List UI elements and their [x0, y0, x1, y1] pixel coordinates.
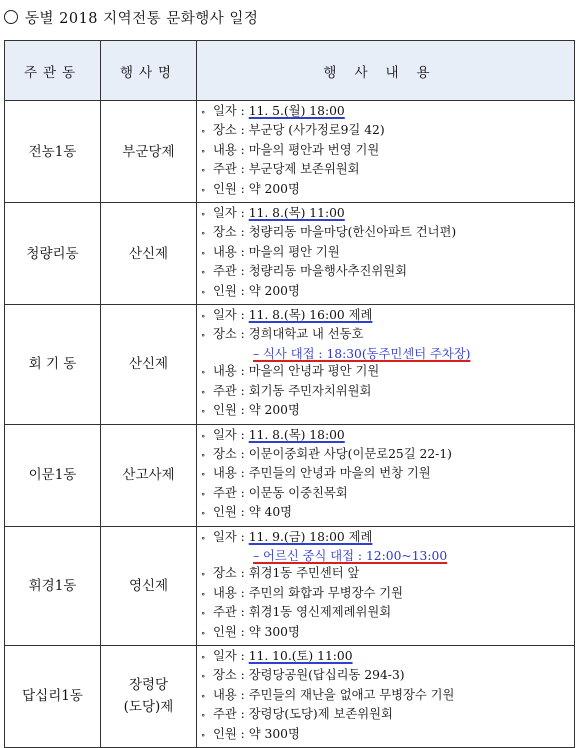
detail-text: 일자 : — [213, 427, 249, 442]
detail-line — [201, 465, 574, 484]
bullet-icon: ∘ — [201, 672, 206, 683]
event-name-cell: 산고사제 — [101, 424, 197, 526]
event-detail-cell — [197, 203, 575, 305]
header-cell: 주관동 — [5, 41, 101, 101]
bullet-icon: ∘ — [201, 368, 206, 379]
detail-text: 주관 : 장령당(도당)제 보존위원회 — [213, 707, 393, 722]
event-detail-cell — [197, 424, 575, 526]
date-highlight: 11. 8.(목) 11:00 — [248, 206, 345, 221]
detail-line — [201, 504, 574, 523]
table-row — [5, 101, 575, 203]
detail-line — [201, 427, 574, 446]
bullet-icon: ∘ — [201, 312, 206, 323]
detail-text: 인원 : 약 300명 — [213, 624, 300, 639]
table-row — [5, 305, 575, 424]
detail-line — [201, 529, 574, 548]
detail-text: 내용 : 마을의 평안과 번영 기원 — [213, 142, 380, 157]
bullet-icon: ∘ — [201, 268, 206, 279]
event-name-cell: 영신제 — [101, 526, 197, 645]
bullet-icon: ∘ — [201, 570, 206, 581]
detail-line — [201, 402, 574, 421]
detail-text: 주관 : 이문동 이중친목회 — [213, 485, 348, 500]
detail-text: 내용 : 마을의 안녕과 평안 기원 — [213, 364, 380, 379]
detail-text: 내용 : 주민들의 안녕과 마을의 번창 기원 — [213, 466, 431, 481]
detail-text: 장소 : 부군당 (사가정로9길 42) — [213, 123, 385, 138]
detail-line — [201, 565, 574, 584]
detail-line — [201, 142, 574, 161]
detail-text: 주관 : 청량리동 마을행사추진위원회 — [213, 264, 408, 279]
detail-line — [201, 624, 574, 643]
detail-line — [201, 161, 574, 180]
detail-text: 장소 : 경희대학교 내 선동호 — [213, 327, 364, 342]
detail-text: 내용 : 주민의 화합과 무병장수 기원 — [213, 585, 403, 600]
detail-line — [201, 687, 574, 706]
event-name-cell: 부군당제 — [101, 101, 197, 203]
bullet-icon: ∘ — [201, 248, 206, 259]
detail-text: 일자 : — [213, 529, 249, 544]
header-cell: 행사명 — [101, 41, 197, 101]
bullet-icon: ∘ — [201, 533, 206, 544]
bullet-icon: ∘ — [201, 509, 206, 520]
detail-line — [201, 263, 574, 282]
date-highlight: 11. 5.(월) 18:00 — [248, 104, 345, 118]
bullet-icon: ∘ — [201, 589, 206, 600]
detail-line — [201, 706, 574, 725]
event-detail-cell — [197, 101, 575, 203]
bullet-icon: ∘ — [201, 609, 206, 620]
bullet-icon: ∘ — [201, 210, 206, 221]
detail-line — [201, 205, 574, 224]
detail-line — [201, 383, 574, 402]
detail-text: 장소 : 청량리동 마을마당(한신아파트 건너편) — [213, 225, 457, 240]
detail-line — [201, 307, 574, 326]
circle-bullet-icon — [4, 10, 18, 24]
bullet-icon: ∘ — [201, 387, 206, 398]
bullet-icon: ∘ — [201, 450, 206, 461]
bullet-icon: ∘ — [201, 108, 206, 118]
table-row — [5, 203, 575, 305]
event-name-cell: 산신제 — [101, 305, 197, 424]
detail-line — [201, 103, 574, 122]
detail-line — [201, 446, 574, 465]
detail-text: 인원 : 약 300명 — [213, 726, 300, 741]
sub-note: – 어르신 중식 대접 : 12:00~13:00 — [253, 548, 448, 563]
page-title-text: 동별 2018 지역전통 문화행사 일정 — [25, 10, 259, 27]
detail-text: 주관 : 휘경1동 영신제제례위원회 — [213, 605, 392, 620]
dong-cell: 답십리1동 — [5, 645, 101, 747]
detail-text: 주관 : 회기동 주민자치위원회 — [213, 383, 372, 398]
bullet-icon: ∘ — [201, 287, 206, 298]
detail-text: 인원 : 약 200명 — [213, 181, 300, 196]
bullet-icon: ∘ — [201, 185, 206, 196]
bullet-icon: ∘ — [201, 691, 206, 702]
detail-line — [201, 585, 574, 604]
detail-line — [201, 648, 574, 667]
detail-text: 장소 : 휘경1동 주민센터 앞 — [213, 566, 360, 581]
detail-line — [201, 181, 574, 200]
bullet-icon: ∘ — [201, 652, 206, 663]
bullet-icon: ∘ — [201, 407, 206, 418]
table-row — [5, 424, 575, 526]
detail-line — [201, 667, 574, 686]
bullet-icon: ∘ — [201, 711, 206, 722]
event-name-cell: 산신제 — [101, 203, 197, 305]
detail-line — [201, 326, 574, 345]
table-row — [5, 645, 575, 747]
table-header-row — [5, 41, 575, 101]
detail-text: 일자 : — [213, 206, 249, 221]
bullet-icon: ∘ — [201, 127, 206, 138]
detail-text: 인원 : 약 40명 — [213, 505, 293, 520]
bullet-icon: ∘ — [201, 431, 206, 442]
sub-note: – 식사 대접 : 18:30(동주민센터 주차장) — [253, 346, 471, 361]
bullet-icon: ∘ — [201, 730, 206, 741]
detail-text: 일자 : — [213, 648, 249, 663]
detail-text: 일자 : — [213, 308, 249, 323]
dong-cell: 청량리동 — [5, 203, 101, 305]
detail-text: 장소 : 이문이중회관 사당(이문로25길 22-1) — [213, 446, 452, 461]
detail-text: 주관 : 부군당제 보존위원회 — [213, 162, 360, 177]
detail-line — [201, 283, 574, 302]
detail-line — [201, 346, 574, 363]
detail-line — [201, 122, 574, 141]
date-highlight: 11. 8.(목) 18:00 — [248, 427, 345, 442]
bullet-icon: ∘ — [201, 331, 206, 342]
bullet-icon: ∘ — [201, 470, 206, 481]
dong-cell: 휘경1동 — [5, 526, 101, 645]
detail-line — [201, 604, 574, 623]
detail-line — [201, 363, 574, 382]
detail-line — [201, 224, 574, 243]
detail-line — [201, 244, 574, 263]
dong-cell: 전농1동 — [5, 101, 101, 203]
header-cell: 행사내용 — [197, 41, 575, 101]
event-detail-cell — [197, 305, 575, 424]
bullet-icon: ∘ — [201, 166, 206, 177]
event-detail-cell — [197, 645, 575, 747]
bullet-icon: ∘ — [201, 229, 206, 240]
page-title — [4, 6, 258, 28]
detail-line — [201, 726, 574, 745]
event-schedule-table — [4, 40, 575, 748]
detail-line — [201, 485, 574, 504]
date-highlight: 11. 9.(금) 18:00 제례 — [248, 529, 373, 544]
table-row — [5, 526, 575, 645]
detail-text: 일자 : — [213, 104, 249, 118]
date-highlight: 11. 8.(목) 16:00 제례 — [248, 308, 373, 323]
detail-text: 장소 : 장령당공원(답십리동 294-3) — [213, 668, 405, 683]
detail-text: 내용 : 주민들의 재난을 없애고 무병장수 기원 — [213, 687, 455, 702]
dong-cell: 이문1동 — [5, 424, 101, 526]
detail-text: 인원 : 약 200명 — [213, 403, 300, 418]
event-detail-cell — [197, 526, 575, 645]
detail-text: 인원 : 약 200명 — [213, 283, 300, 298]
detail-line — [201, 548, 574, 565]
date-highlight: 11. 10.(토) 11:00 — [248, 648, 353, 663]
bullet-icon: ∘ — [201, 146, 206, 157]
dong-cell: 회 기 동 — [5, 305, 101, 424]
detail-text: 내용 : 마을의 평안 기원 — [213, 244, 340, 259]
event-name-cell: 장령당 (도당)제 — [101, 645, 197, 747]
bullet-icon: ∘ — [201, 628, 206, 639]
bullet-icon: ∘ — [201, 489, 206, 500]
